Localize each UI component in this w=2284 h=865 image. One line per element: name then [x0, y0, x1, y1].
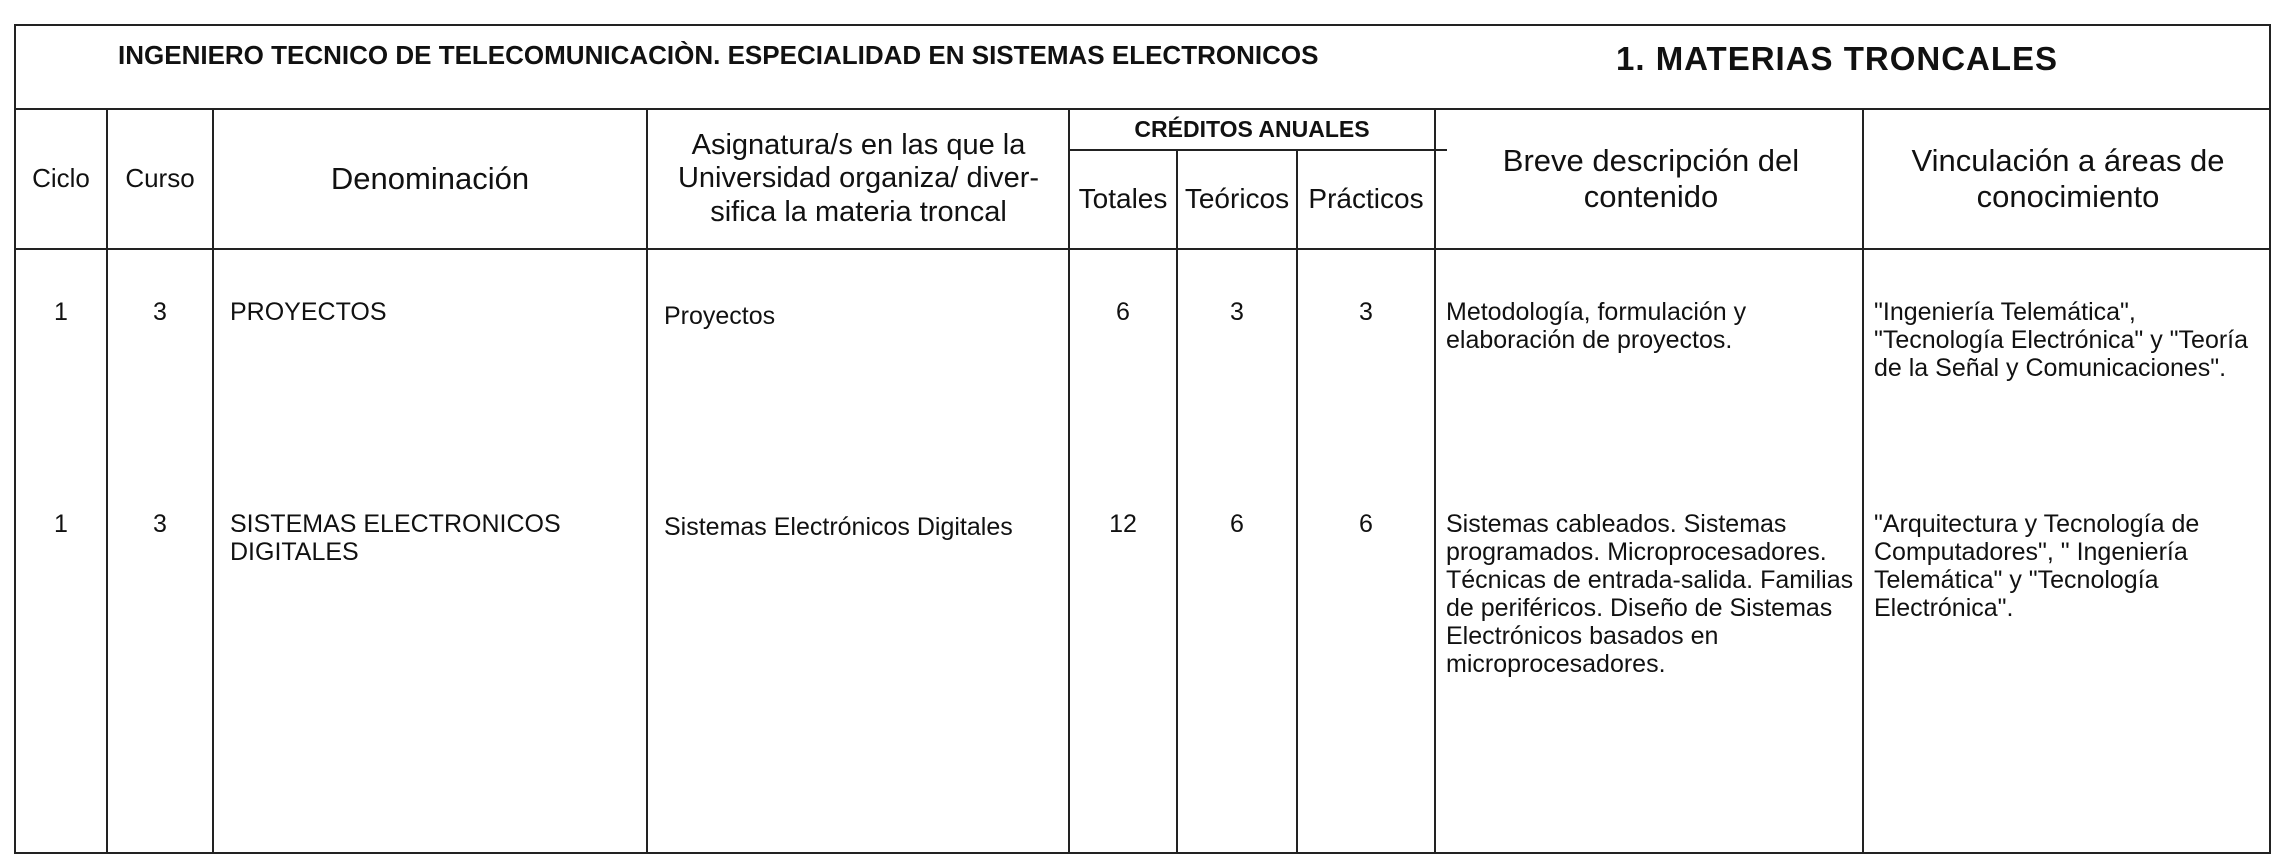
- document-title: INGENIERO TECNICO DE TELECOMUNICACIÒN. ESPECIALIDAD EN SISTEMAS ELECTRONICOS: [118, 40, 1319, 70]
- header-denominacion: Denominación: [330, 161, 530, 197]
- header-practicos: Prácticos: [1308, 183, 1424, 215]
- row1-totales: 6: [1116, 298, 1130, 326]
- header-creditos: CRÉDITOS ANUALES: [1134, 116, 1370, 143]
- row2-denominacion: SISTEMAS ELECTRONICOS DIGITALES: [230, 510, 561, 566]
- header-totales: Totales: [1078, 183, 1168, 215]
- section-title: 1. MATERIAS TRONCALES: [1616, 40, 2059, 77]
- header-divider: [16, 248, 2269, 250]
- col-divider: [1862, 108, 1864, 852]
- row2-descripcion: Sistemas cableados. Sistemas programados. Microprocesadores. Técnicas de entrada-salida. Familias de periféricos. Diseño de Sistemas Electrónicos basados en microprocesadores.: [1446, 510, 1854, 678]
- row1-asignatura: Proyectos: [664, 302, 776, 330]
- row1-teoricos: 3: [1230, 298, 1244, 326]
- row1-denominacion: PROYECTOS: [230, 298, 387, 326]
- header-ciclo: Ciclo: [32, 163, 90, 194]
- header-descripcion: Breve descripción del contenido: [1502, 143, 1800, 214]
- header-asignatura: Asignatura/s en las que la Universidad organiza/ diver-sifica la materia troncal: [677, 128, 1040, 228]
- row1-vinculacion: "Ingeniería Telemática", "Tecnología Electrónica" y "Teoría de la Señal y Comunicaciones".: [1874, 298, 2249, 382]
- row1-curso: 3: [153, 298, 167, 326]
- row2-asignatura: Sistemas Electrónicos Digitales: [664, 513, 1013, 541]
- row1-descripcion: Metodología, formulación y elaboración de proyectos.: [1446, 298, 1747, 354]
- row2-vinculacion: "Arquitectura y Tecnología de Computadores", " Ingeniería Telemática" y "Tecnología Electrónica".: [1874, 510, 2200, 622]
- header-vinculacion: Vinculación a áreas de conocimiento: [1911, 143, 2225, 214]
- row2-practicos: 6: [1359, 510, 1373, 538]
- header-teoricos: Teóricos: [1184, 183, 1290, 215]
- row1-ciclo: 1: [54, 298, 68, 326]
- col-divider: [1434, 108, 1436, 852]
- col-divider: [646, 108, 648, 852]
- document-table: [14, 24, 2271, 854]
- row1-practicos: 3: [1359, 298, 1373, 326]
- col-divider: [1176, 149, 1178, 852]
- col-divider: [1296, 149, 1298, 852]
- row2-teoricos: 6: [1230, 510, 1244, 538]
- row2-curso: 3: [153, 510, 167, 538]
- row2-totales: 12: [1109, 510, 1137, 538]
- row2-ciclo: 1: [54, 510, 68, 538]
- header-curso: Curso: [125, 163, 195, 194]
